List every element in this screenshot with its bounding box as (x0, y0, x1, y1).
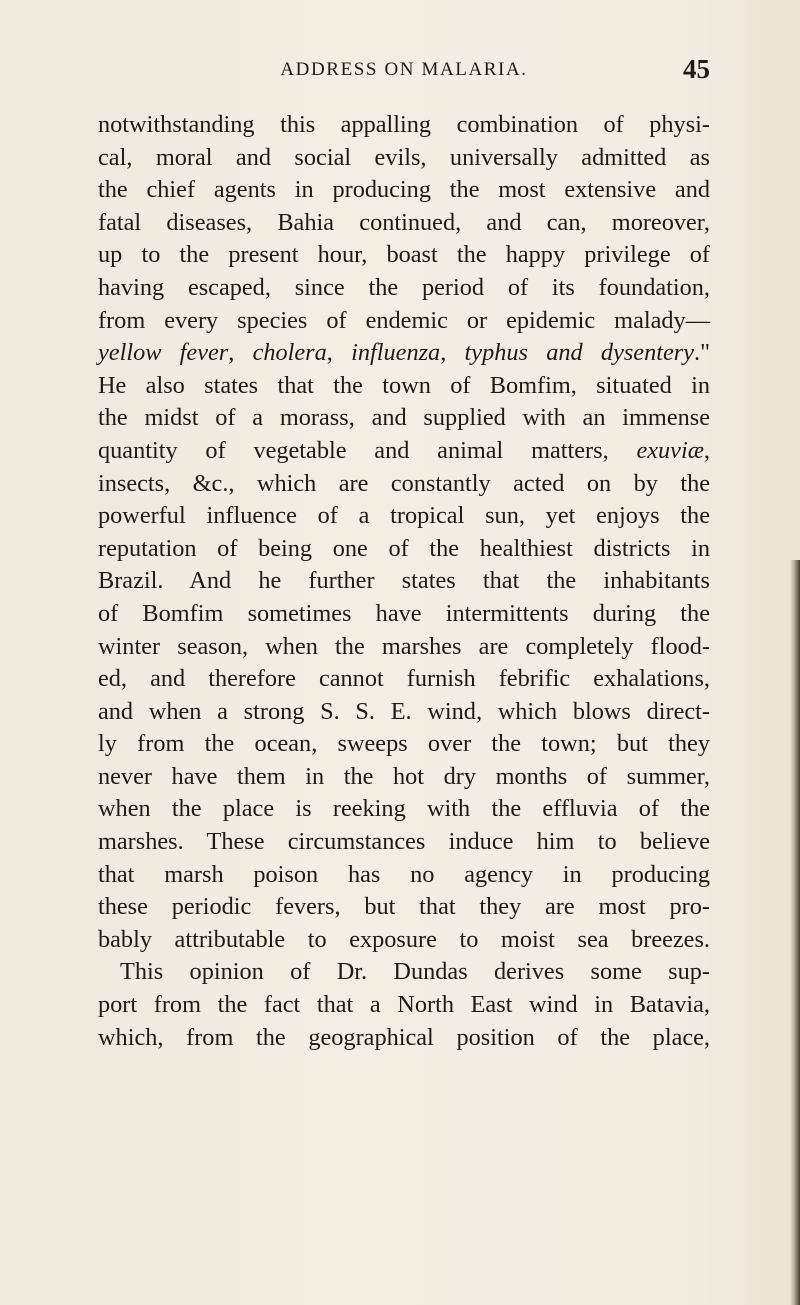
italic-text: exuviæ (636, 436, 704, 464)
text-line (98, 663, 710, 696)
running-head: ADDRESS ON MALARIA. (280, 59, 528, 80)
text-segment: of Bomfim sometimes have intermittents during the (98, 599, 710, 627)
text-line (98, 761, 710, 794)
text-segment: these periodic fevers, but that they are most pro- (98, 893, 710, 921)
italic-text: typhus and dysentery (464, 339, 695, 367)
text-line (98, 598, 710, 631)
text-line (98, 533, 710, 566)
text-segment: when the place is reeking with the effluvia of the (98, 795, 710, 823)
text-line (98, 370, 710, 403)
text-segment: Brazil. And he further states that the inhabitants (98, 567, 710, 595)
text-line (98, 924, 710, 957)
text-segment: marshes. These circumstances induce him to believe (98, 828, 710, 856)
text-segment: bably attributable to exposure to moist sea breezes. (98, 925, 710, 953)
body-text (98, 109, 710, 1054)
text-segment: port from the fact that a North East wind in Batavia, (98, 991, 710, 1019)
text-segment: cal, moral and social evils, universally admitted as (98, 143, 710, 171)
text-segment: , (326, 339, 352, 367)
text-segment: powerful influence of a tropical sun, yet enjoys the (98, 502, 710, 530)
text-line (98, 793, 710, 826)
text-segment: ." (694, 339, 711, 367)
text-segment: up to the present hour, boast the happy privilege of (98, 241, 710, 269)
text-segment: never have them in the hot dry months of summer, (98, 762, 710, 790)
text-segment: winter season, when the marshes are completely flood- (98, 632, 710, 660)
italic-text: yellow fever (98, 339, 229, 367)
page-header (98, 56, 710, 86)
text-segment: , (703, 436, 710, 464)
text-line (98, 956, 710, 989)
text-line (98, 435, 710, 468)
text-segment: , (228, 339, 253, 367)
text-line (98, 109, 710, 142)
text-segment: reputation of being one of the healthiest districts in (98, 534, 710, 562)
text-segment: and when a strong S. S. E. wind, which blows direct- (98, 697, 710, 725)
text-line (98, 174, 710, 207)
text-line (98, 239, 710, 272)
text-line (98, 402, 710, 435)
text-line (98, 468, 710, 501)
italic-text: influenza (351, 339, 441, 367)
text-line (98, 207, 710, 240)
text-segment: having escaped, since the period of its foundation, (98, 273, 710, 301)
text-line (98, 337, 710, 370)
page-number: 45 (683, 54, 710, 84)
text-line (98, 305, 710, 338)
text-segment: the chief agents in producing the most extensive and (98, 176, 710, 204)
text-segment: fatal diseases, Bahia continued, and can, moreover, (98, 208, 710, 236)
page-edge-shadow (790, 560, 800, 1305)
text-line (98, 565, 710, 598)
text-segment: , (440, 339, 465, 367)
text-line (98, 142, 710, 175)
text-segment: that marsh poison has no agency in producing (98, 860, 710, 888)
text-segment: the midst of a morass, and supplied with an immense (98, 404, 710, 432)
italic-text: cholera (252, 339, 327, 367)
text-segment: ly from the ocean, sweeps over the town; but they (98, 730, 710, 758)
text-line (98, 500, 710, 533)
text-segment: ed, and therefore cannot furnish febrific exhalations, (98, 665, 710, 693)
text-line (98, 728, 710, 761)
text-line (98, 696, 710, 729)
text-segment: insects, &c., which are constantly acted on by the (98, 469, 710, 497)
text-line (98, 989, 710, 1022)
text-line (98, 1022, 710, 1055)
text-line (98, 891, 710, 924)
text-segment: This opinion of Dr. Dundas derives some sup- (120, 958, 710, 986)
text-segment: notwithstanding this appalling combination of physi- (98, 111, 710, 138)
text-line (98, 631, 710, 664)
text-line (98, 859, 710, 892)
text-line (98, 826, 710, 859)
text-segment: from every species of endemic or epidemic malady— (98, 306, 710, 334)
text-segment: quantity of vegetable and animal matters, (98, 436, 637, 464)
text-segment: He also states that the town of Bomfim, situated in (98, 371, 710, 399)
text-line (98, 272, 710, 305)
text-segment: which, from the geographical position of the place, (98, 1023, 710, 1051)
